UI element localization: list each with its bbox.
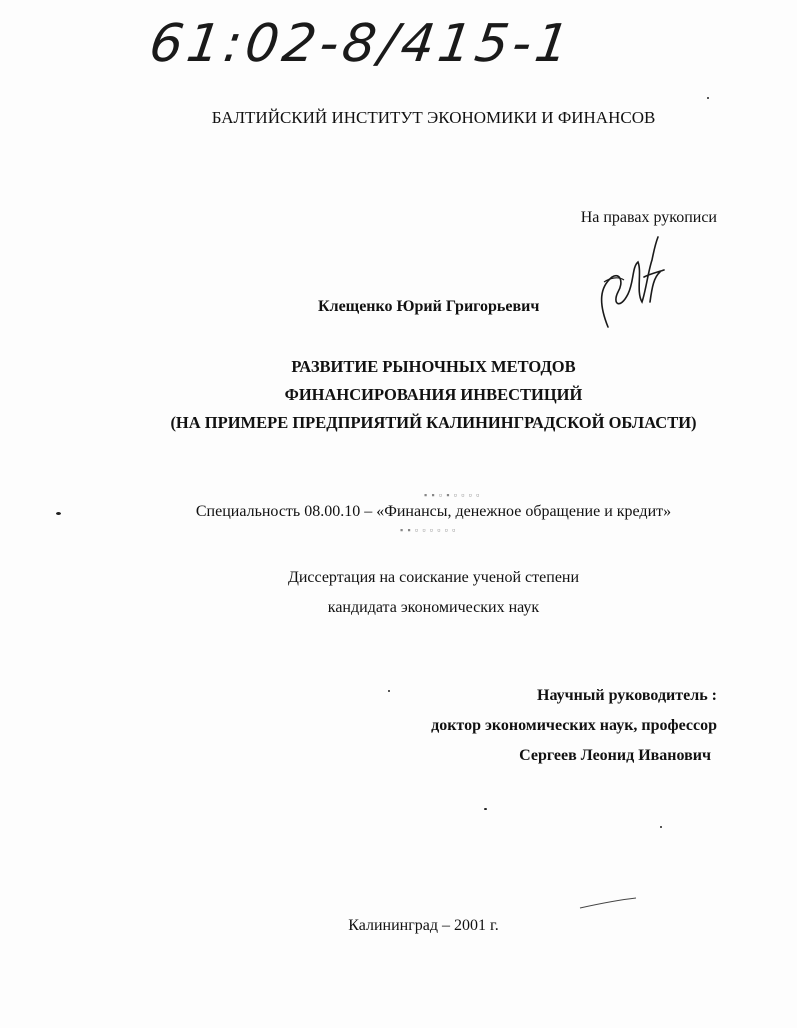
title-line-3: (НА ПРИМЕРЕ ПРЕДПРИЯТИЙ КАЛИНИНГРАДСКОЙ ОБЛАСТИ) — [170, 413, 697, 432]
supervisor-name: Сергеев Леонид Иванович — [519, 747, 711, 764]
supervisor-heading: Научный руководитель : — [537, 687, 717, 704]
scan-speck-icon — [707, 97, 709, 99]
degree-line-1: Диссертация на соискание ученой степени — [287, 569, 580, 586]
supervisor-rank: доктор экономических наук, профессор — [431, 717, 717, 734]
faint-stamp-bottom-icon: ▪ ▪ ▫ ▫ ▫ ▫ ▫ ▫ — [400, 525, 457, 535]
title-line-1: РАЗВИТИЕ РЫНОЧНЫХ МЕТОДОВ — [291, 357, 576, 376]
author-signature-icon — [590, 232, 670, 342]
author-name: Клещенко Юрий Григорьевич — [318, 298, 540, 315]
degree-line-2: кандидата экономических наук — [327, 599, 540, 616]
institute-name: БАЛТИЙСКИЙ ИНСТИТУТ ЭКОНОМИКИ И ФИНАНСОВ — [211, 108, 656, 127]
degree-statement — [0, 563, 797, 623]
scan-speck-icon — [660, 826, 662, 828]
pen-stroke-icon — [578, 896, 638, 910]
scan-speck-icon — [388, 690, 390, 692]
manuscript-rights-note: На правах рукописи — [580, 209, 717, 226]
scan-speck-icon — [56, 512, 61, 515]
title-line-2: ФИНАНСИРОВАНИЯ ИНВЕСТИЦИЙ — [284, 385, 583, 404]
dissertation-title — [0, 353, 797, 437]
handwritten-catalog-number: 61:02-8/415-1 — [145, 14, 577, 74]
faint-stamp-top-icon: ▪ ▪ ▫ ▪ ▫ ▫ ▫ ▫ — [424, 490, 481, 500]
scan-speck-icon — [484, 808, 487, 810]
scientific-supervisor-block — [431, 681, 717, 771]
city-and-year: Калининград – 2001 г. — [348, 917, 499, 934]
specialty-line: Специальность 08.00.10 – «Финансы, денежное обращение и кредит» — [195, 503, 672, 520]
